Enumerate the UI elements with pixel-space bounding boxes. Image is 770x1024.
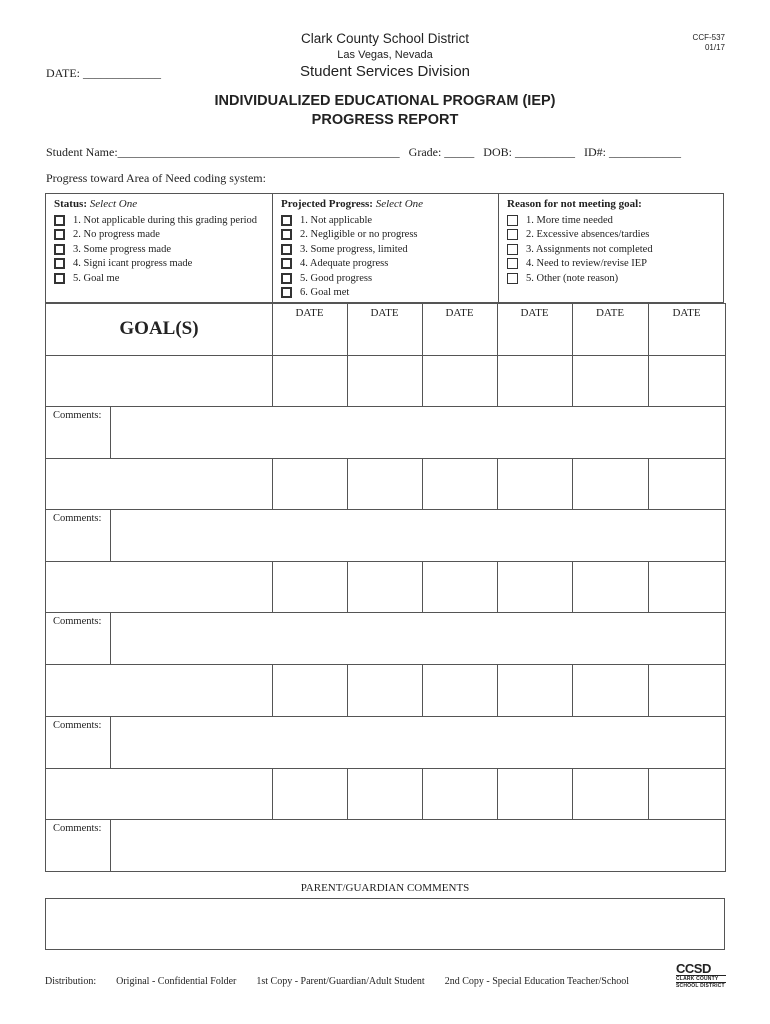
grid-line <box>272 458 273 509</box>
grid-line <box>347 355 348 406</box>
checkbox[interactable] <box>281 215 292 226</box>
grid-line <box>725 303 726 872</box>
projected-option-label: 1. Not applicable <box>300 214 373 226</box>
status-option-label: 3. Some progress made <box>73 243 171 255</box>
status-option-label: 4. Signi icant progress made <box>73 258 193 270</box>
reason-option[interactable] <box>507 257 724 272</box>
grid-line <box>45 819 725 820</box>
parent-comments-heading: PARENT/GUARDIAN COMMENTS <box>300 882 470 894</box>
checkbox[interactable] <box>281 273 292 284</box>
reason-option-label: 5. Other (note reason) <box>526 272 619 284</box>
status-option-label: 1. Not applicable during this grading period <box>73 214 258 226</box>
projected-option[interactable] <box>281 213 498 228</box>
projected-option[interactable] <box>281 286 498 301</box>
status-column <box>46 194 273 302</box>
status-option[interactable] <box>54 213 272 228</box>
grid-line <box>45 768 725 769</box>
ccsd-logo <box>676 962 726 989</box>
grid-line <box>648 664 649 716</box>
coding-system-box <box>45 193 724 303</box>
reason-option-label: 3. Assignments not completed <box>526 243 653 255</box>
reason-option[interactable] <box>507 242 724 257</box>
grid-line <box>422 458 423 509</box>
projected-option-label: 4. Adequate progress <box>300 258 389 270</box>
student-info-fields[interactable]: Student Name:_______________________________________________ Grade: _____ DOB: __________ ID#: ____________ <box>46 145 681 159</box>
grid-line <box>347 664 348 716</box>
checkbox[interactable] <box>281 229 292 240</box>
grid-line <box>497 768 498 819</box>
grid-line <box>45 664 725 665</box>
grid-line <box>272 561 273 612</box>
grid-line <box>648 768 649 819</box>
logo-line2: SCHOOL DISTRICT <box>676 983 725 989</box>
checkbox[interactable] <box>281 258 292 269</box>
grid-line <box>422 355 423 406</box>
form-code-number: CCF-537 <box>692 33 725 42</box>
coding-system-label: Progress toward Area of Need coding system: <box>46 171 266 185</box>
grid-line <box>648 355 649 406</box>
grid-line <box>272 355 273 406</box>
grid-line <box>45 716 725 717</box>
status-option[interactable] <box>54 271 272 286</box>
comments-label: Comments: <box>53 513 102 524</box>
grid-line <box>572 458 573 509</box>
reason-column <box>499 194 724 302</box>
grid-line <box>497 355 498 406</box>
grid-line <box>45 871 725 872</box>
grid-line <box>422 664 423 716</box>
grid-line <box>572 355 573 406</box>
distribution-footer <box>45 976 629 987</box>
distribution-second-copy: 2nd Copy - Special Education Teacher/School <box>444 976 630 987</box>
checkbox[interactable] <box>507 229 518 240</box>
form-title-line2: PROGRESS REPORT <box>311 112 459 128</box>
comments-label: Comments: <box>53 720 102 731</box>
grid-line <box>272 768 273 819</box>
grid-line <box>347 458 348 509</box>
grid-line <box>572 664 573 716</box>
grid-line <box>572 561 573 612</box>
checkbox[interactable] <box>507 273 518 284</box>
district-name: Clark County School District <box>300 31 470 46</box>
division-name: Student Services Division <box>299 63 471 80</box>
projected-option[interactable] <box>281 271 498 286</box>
comments-label: Comments: <box>53 616 102 627</box>
projected-option-label: 5. Good progress <box>300 272 373 284</box>
grid-line <box>45 458 725 459</box>
date-column-header: DATE <box>520 307 549 319</box>
date-field[interactable]: DATE: _____________ <box>46 66 161 80</box>
status-option[interactable] <box>54 228 272 243</box>
grid-line <box>347 561 348 612</box>
projected-option[interactable] <box>281 257 498 272</box>
status-option-label: 5. Goal me <box>73 272 120 284</box>
grid-line <box>497 561 498 612</box>
reason-option[interactable] <box>507 271 724 286</box>
comments-label: Comments: <box>53 410 102 421</box>
checkbox[interactable] <box>54 273 65 284</box>
grid-line <box>45 612 725 613</box>
logo-mark: CCSD <box>676 961 711 976</box>
grid-line <box>110 509 111 561</box>
date-column-header: DATE <box>295 307 324 319</box>
grid-line <box>45 509 725 510</box>
grid-line <box>497 664 498 716</box>
grid-line <box>45 355 725 356</box>
projected-option-label: 2. Negligible or no progress <box>300 229 418 241</box>
goals-header: GOAL(S) <box>119 318 199 339</box>
date-column-header: DATE <box>370 307 399 319</box>
grid-line <box>648 458 649 509</box>
checkbox[interactable] <box>54 244 65 255</box>
grid-line <box>272 664 273 716</box>
grid-line <box>422 561 423 612</box>
grid-line <box>497 458 498 509</box>
projected-option-label: 3. Some progress, limited <box>300 243 408 255</box>
projected-option[interactable] <box>281 242 498 257</box>
checkbox[interactable] <box>507 258 518 269</box>
projected-option[interactable] <box>281 228 498 243</box>
form-title-line1: INDIVIDUALIZED EDUCATIONAL PROGRAM (IEP) <box>214 93 556 109</box>
status-option[interactable] <box>54 242 272 257</box>
distribution-original: Original - Confidential Folder <box>116 976 237 987</box>
status-heading: Status: Select One <box>54 198 138 210</box>
grid-line <box>572 768 573 819</box>
reason-option-label: 1. More time needed <box>526 214 613 226</box>
date-column-header: DATE <box>595 307 625 319</box>
logo-line1: CLARK COUNTY <box>676 975 726 982</box>
distribution-label: Distribution: <box>45 976 97 987</box>
reason-option[interactable] <box>507 228 724 243</box>
checkbox[interactable] <box>54 258 65 269</box>
checkbox[interactable] <box>281 287 292 298</box>
grid-line <box>110 819 111 871</box>
grid-line <box>110 612 111 664</box>
grid-line <box>45 406 725 407</box>
grid-line <box>422 768 423 819</box>
form-code <box>693 33 725 53</box>
status-option-label: 2. No progress made <box>73 229 160 241</box>
comments-label: Comments: <box>53 823 102 834</box>
projected-heading: Projected Progress: Select One <box>281 198 424 210</box>
checkbox[interactable] <box>54 215 65 226</box>
checkbox[interactable] <box>54 229 65 240</box>
grid-line <box>45 303 46 871</box>
checkbox[interactable] <box>281 244 292 255</box>
distribution-first-copy: 1st Copy - Parent/Guardian/Adult Student <box>256 976 425 987</box>
checkbox[interactable] <box>507 215 518 226</box>
grid-line <box>648 561 649 612</box>
grid-line <box>45 303 725 304</box>
date-column-header: DATE <box>672 307 701 319</box>
grid-line <box>110 406 111 458</box>
parent-comments-box[interactable] <box>45 898 725 950</box>
reason-option[interactable] <box>507 213 724 228</box>
grid-line <box>347 768 348 819</box>
projected-column <box>273 194 499 302</box>
form-code-date: 01/17 <box>704 43 725 52</box>
district-city: Las Vegas, Nevada <box>337 49 433 61</box>
form-title <box>0 92 770 130</box>
status-option[interactable] <box>54 257 272 272</box>
grid-line <box>110 716 111 768</box>
reason-option-label: 2. Excessive absences/tardies <box>526 229 650 241</box>
projected-option-label: 6. Goal met <box>300 287 350 299</box>
reason-heading: Reason for not meeting goal: <box>507 198 642 210</box>
date-column-header: DATE <box>445 307 474 319</box>
grid-line <box>45 561 725 562</box>
reason-option-label: 4. Need to review/revise IEP <box>526 258 648 270</box>
checkbox[interactable] <box>507 244 518 255</box>
